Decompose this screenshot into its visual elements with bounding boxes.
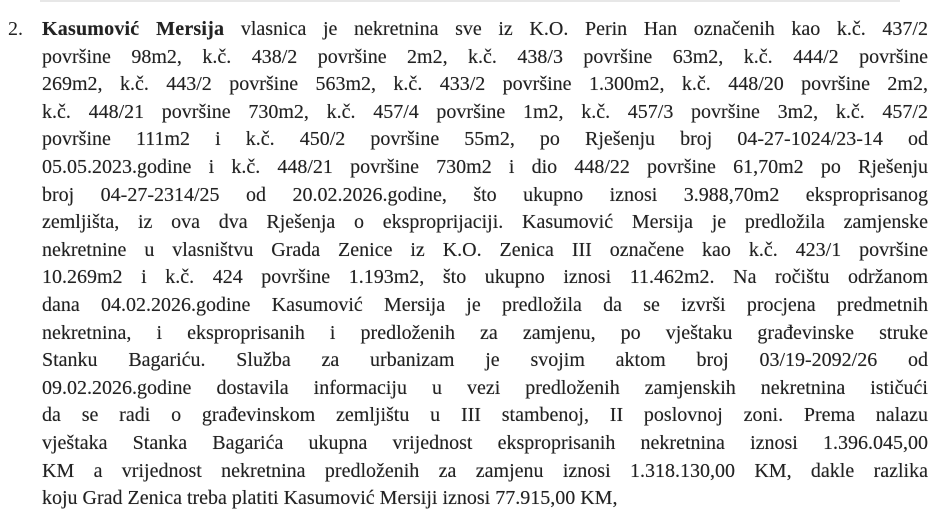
paragraph-line: broj 04-27-2314/25 od 20.02.2026.godine, što ukupno iznosi 3.988,70m2 eksproprisanog [42, 183, 928, 206]
list-item-number: 2. [8, 18, 23, 40]
paragraph-line: da se radi o građevinskom zemljištu u III stambenoj, II poslovnoj zoni. Prema nalazu [42, 404, 928, 427]
party-name-bold: Kasumović Mersija [42, 18, 225, 40]
paragraph-line: zemljišta, iz ova dva Rješenja o eksproprijaciji. Kasumović Mersija je predložila zamjenske [42, 211, 928, 234]
paragraph-text [42, 16, 928, 513]
paragraph-line: 269m2, k.č. 443/2 površine 563m2, k.č. 433/2 površine 1.300m2, k.č. 448/20 površine 2m2, [42, 73, 928, 96]
paragraph-line: dana 04.02.2026.godine Kasumović Mersija je predložila da se izvrši procjena predmetnih [42, 293, 928, 316]
paragraph-line: k.č. 448/21 površine 730m2, k.č. 457/4 površine 1m2, k.č. 457/3 površine 3m2, k.č. 457/2 [42, 100, 928, 123]
paragraph-line: površine 98m2, k.č. 438/2 površine 2m2, k.č. 438/3 površine 63m2, k.č. 444/2 površine [42, 45, 928, 68]
scan-artifact-line [40, 0, 900, 2]
numbered-paragraph [0, 16, 936, 513]
paragraph-line: KM a vrijednost nekretnina predloženih za zamjenu iznosi 1.318.130,00 KM, dakle razlika [42, 459, 928, 482]
paragraph-line: nekretnina, i eksproprisanih i predloženih za zamjenu, po vještaku građevinske struke [42, 321, 928, 344]
paragraph-line: Stanku Bagariću. Služba za urbanizam je svojim aktom broj 03/19-2092/26 od [42, 349, 928, 372]
paragraph-line: 10.269m2 i k.č. 424 površine 1.193m2, što ukupno iznosi 11.462m2. Na ročištu održanom [42, 266, 928, 289]
paragraph-line: nekretnine u vlasništvu Grada Zenice iz K.O. Zenica III označene kao k.č. 423/1 površine [42, 238, 928, 261]
paragraph-line: 09.02.2026.godine dostavila informaciju u vezi predloženih zamjenskih nekretnina ističući [42, 376, 928, 399]
paragraph-line: koju Grad Zenica treba platiti Kasumović Mersiji iznosi 77.915,00 KM, [42, 487, 618, 510]
paragraph-line: 05.05.2023.godine i k.č. 448/21 površine 730m2 i dio 448/22 površine 61,70m2 po Rješenju [42, 155, 928, 178]
paragraph-line: vještaka Stanka Bagarića ukupna vrijednost eksproprisanih nekretnina iznosi 1.396.045,00 [42, 431, 928, 454]
paragraph-line: Kasumović Mersija vlasnica je nekretnina sve iz K.O. Perin Han označenih kao k.č. 437/2 [42, 18, 928, 40]
paragraph-line: površine 111m2 i k.č. 450/2 površine 55m2, po Rješenju broj 04-27-1024/23-14 od [42, 128, 928, 151]
